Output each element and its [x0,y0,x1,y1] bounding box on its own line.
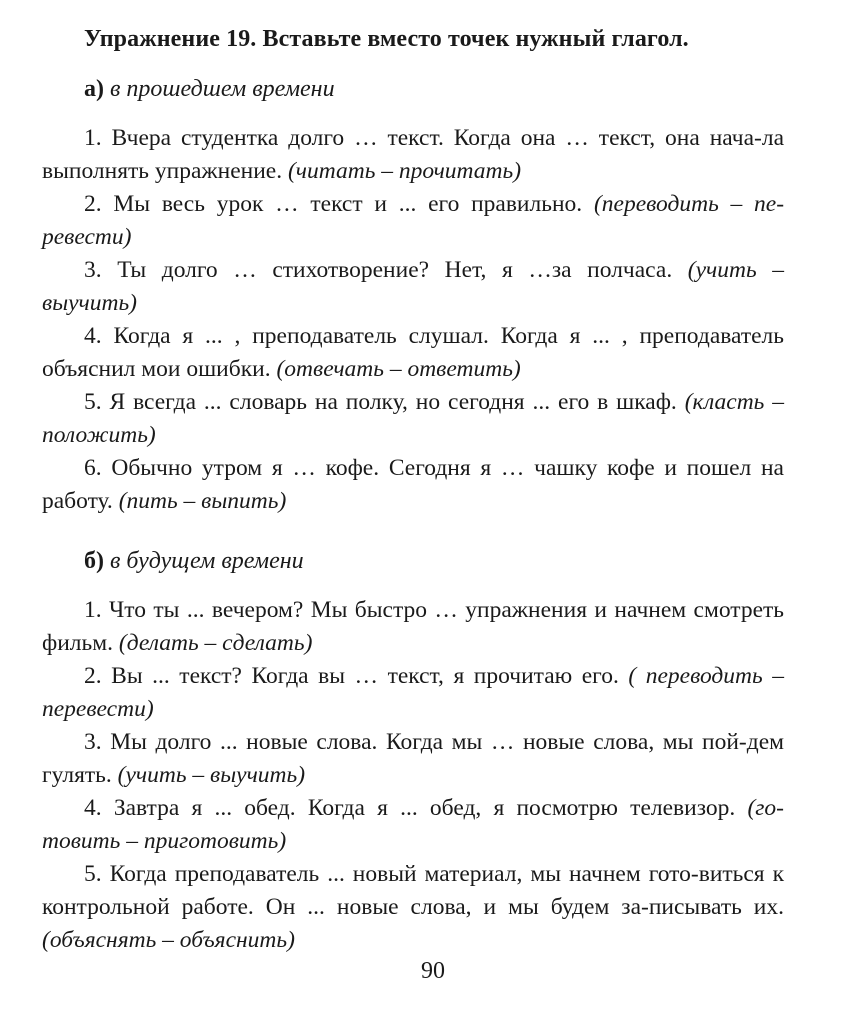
item-hint: (отвечать – ответить) [276,356,521,382]
section-letter: б) [84,548,104,574]
section-a-heading [84,76,335,103]
item-text: Ты долго … стихотворение? Нет, я …за полчаса. [117,257,673,283]
section-letter: а) [84,76,104,102]
exercise-item [42,386,784,452]
item-number: 1. [84,597,102,623]
section-label: в будущем времени [110,548,304,574]
exercise-item [42,452,784,518]
item-text: Я всегда ... словарь на полку, но сегодня ... его в шкаф. [109,389,677,415]
item-hint: (читать – прочитать) [287,158,522,184]
item-number: 4. [84,795,102,821]
exercise-title: Упражнение 19. Вставьте вместо точек нужный глагол. [84,26,689,52]
item-number: 3. [84,257,102,283]
item-number: 3. [84,729,102,755]
item-text: Обычно утром я … кофе. Сегодня я … чашку кофе и пошел на работу. [42,455,784,514]
item-number: 5. [84,389,102,415]
item-text: Что ты ... вечером? Мы быстро … упражнения и начнем смотреть фильм. [42,597,784,656]
item-text: Когда я ... , преподаватель слушал. Когда я ... , преподаватель объяснил мои ошибки. [42,323,785,382]
item-text: Мы долго ... новые слова. Когда мы … новые слова, мы пой-дем гулять. [42,729,784,788]
item-hint: (учить – выучить) [42,257,784,316]
exercise-item [42,254,784,320]
section-a-items [42,122,784,518]
item-hint: (го-товить – приготовить) [42,795,785,854]
item-text: Завтра я ... обед. Когда я ... обед, я посмотрю телевизор. [113,795,736,821]
item-hint: (класть – положить) [42,389,785,448]
section-label: в прошедшем времени [110,76,335,102]
item-number: 1. [84,125,102,151]
exercise-item [42,858,784,957]
item-number: 2. [84,663,102,689]
item-hint: (пить – выпить) [118,488,287,514]
item-hint: ( переводить – перевести) [42,663,784,722]
item-text: Когда преподаватель ... новый материал, мы начнем гото-виться к контрольной работе. Он ... новые слова, и мы будем за-писывать их. [42,861,785,920]
section-b-heading [84,548,304,575]
item-number: 4. [84,323,102,349]
exercise-item [42,726,784,792]
item-number: 5. [84,861,102,887]
exercise-item [42,660,784,726]
item-hint: (объяснять – объяснить) [42,927,295,953]
exercise-item [42,320,784,386]
item-hint: (учить – выучить) [117,762,306,788]
item-hint: (делать – сделать) [118,630,313,656]
item-hint: (переводить – пе-ревести) [42,191,785,250]
item-text: Вчера студентка долго … текст. Когда она … текст, она нача-ла выполнять упражнение. [42,125,784,184]
exercise-item [42,188,784,254]
exercise-item [42,122,784,188]
item-text: Вы ... текст? Когда вы … текст, я прочитаю его. [111,663,619,689]
exercise-item [42,792,784,858]
page-number: 90 [421,958,445,984]
item-text: Мы весь урок … текст и ... его правильно. [113,191,583,217]
item-number: 2. [84,191,102,217]
item-number: 6. [84,455,102,481]
section-b-items [42,594,784,957]
exercise-item [42,594,784,660]
